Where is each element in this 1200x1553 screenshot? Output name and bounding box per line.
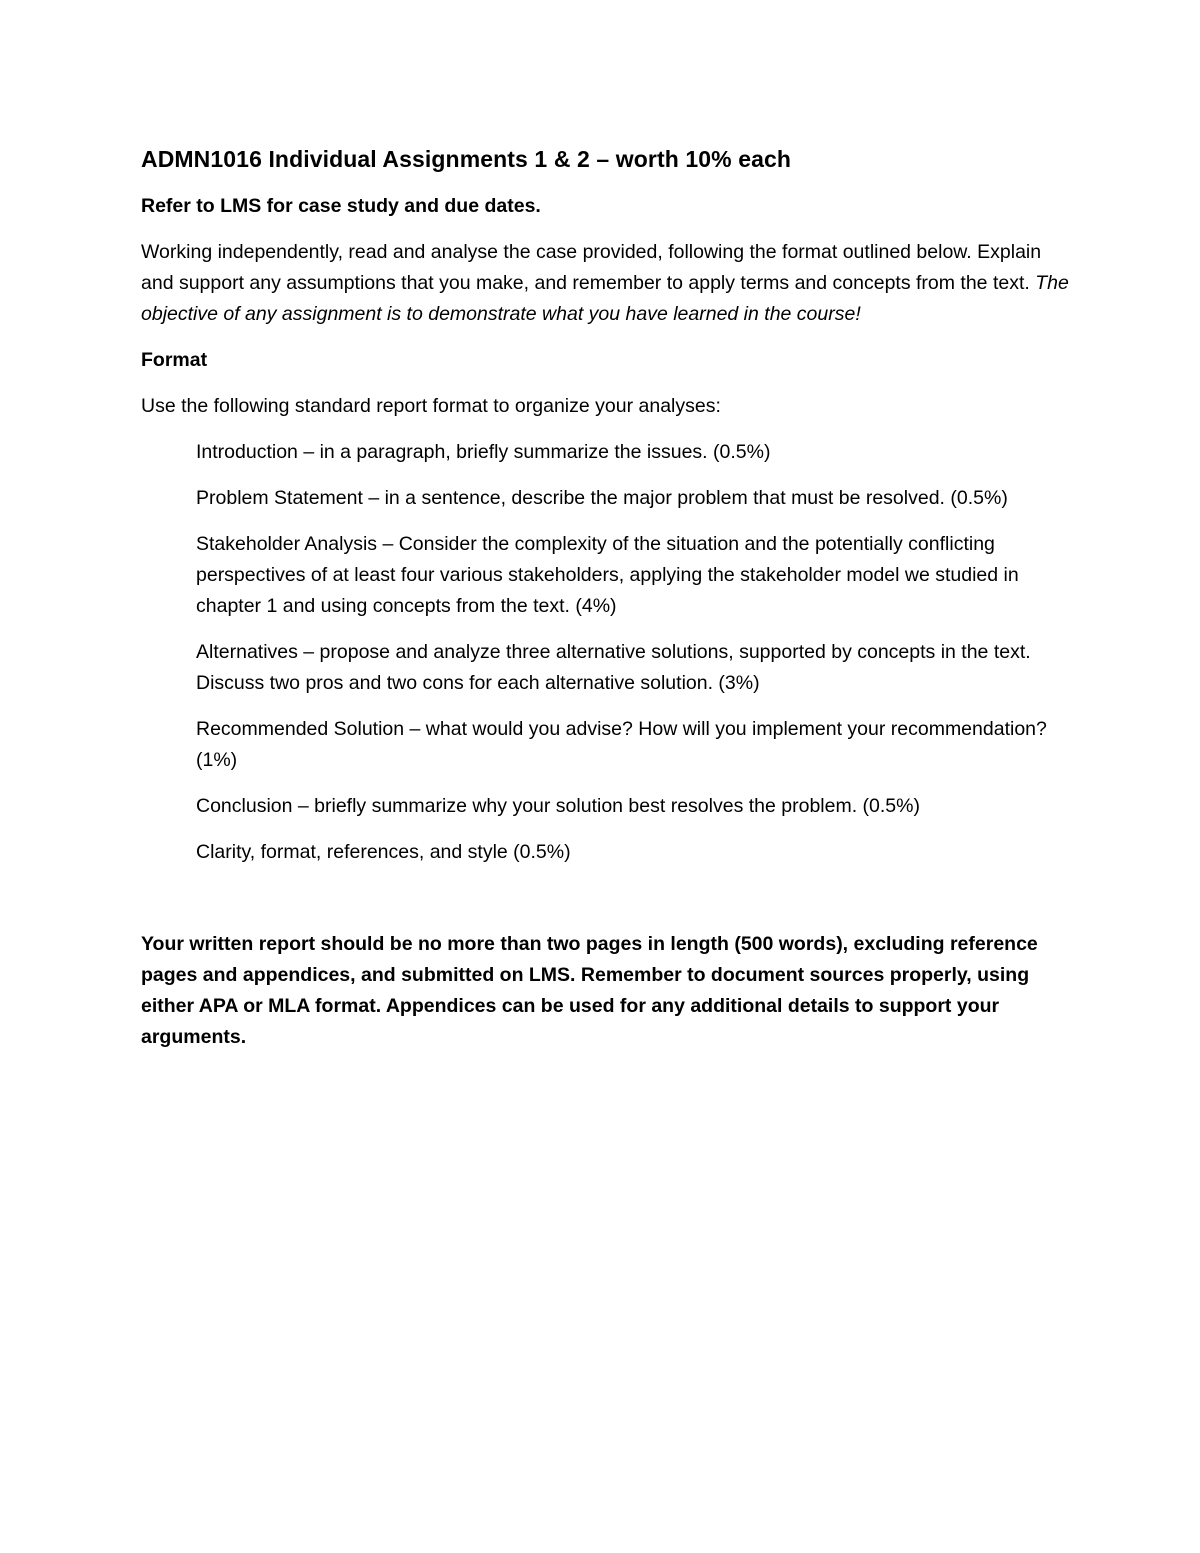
document-body	[141, 143, 1076, 1068]
format-lead: Use the following standard report format to organize your analyses:	[141, 395, 721, 417]
intro-objective-text: The objective of any assignment is to demonstrate what you have learned in the course!	[141, 272, 1069, 325]
list-item-alternatives: Alternatives – propose and analyze three alternative solutions, supported by concepts in the text. Discuss two pros and two cons for each alternative solution. (3%)	[196, 641, 1031, 694]
list-item-conclusion: Conclusion – briefly summarize why your solution best resolves the problem. (0.5%)	[196, 795, 920, 817]
report-format-list	[141, 437, 1076, 868]
refer-line: Refer to LMS for case study and due dates.	[141, 195, 541, 217]
list-item-stakeholder-analysis: Stakeholder Analysis – Consider the complexity of the situation and the potentially conflicting perspectives of at least four various stakeholders, applying the stakeholder model we studied in chapter 1 and using concepts from the text. (4%)	[196, 533, 1019, 617]
spacer	[141, 883, 1076, 929]
format-heading: Format	[141, 349, 208, 371]
closing-paragraph: Your written report should be no more than two pages in length (500 words), excluding reference pages and appendices, and submitted on LMS. Remember to document sources properly, using either APA or MLA format. Appendices can be used for any additional details to support your arguments.	[141, 933, 1038, 1048]
intro-text: Working independently, read and analyse the case provided, following the format outlined below. Explain and support any assumptions that you make, and remember to apply terms and concepts from the text.	[141, 241, 1042, 294]
intro-paragraph	[141, 237, 1076, 330]
list-item-recommended-solution: Recommended Solution – what would you advise? How will you implement your recommendation? (1%)	[196, 718, 1047, 771]
list-item-introduction: Introduction – in a paragraph, briefly summarize the issues. (0.5%)	[196, 441, 771, 463]
list-item-clarity: Clarity, format, references, and style (0.5%)	[196, 841, 571, 863]
list-item-problem-statement: Problem Statement – in a sentence, describe the major problem that must be resolved. (0.5%)	[196, 487, 1008, 509]
document-title: ADMN1016 Individual Assignments 1 & 2 – worth 10% each	[141, 146, 792, 172]
